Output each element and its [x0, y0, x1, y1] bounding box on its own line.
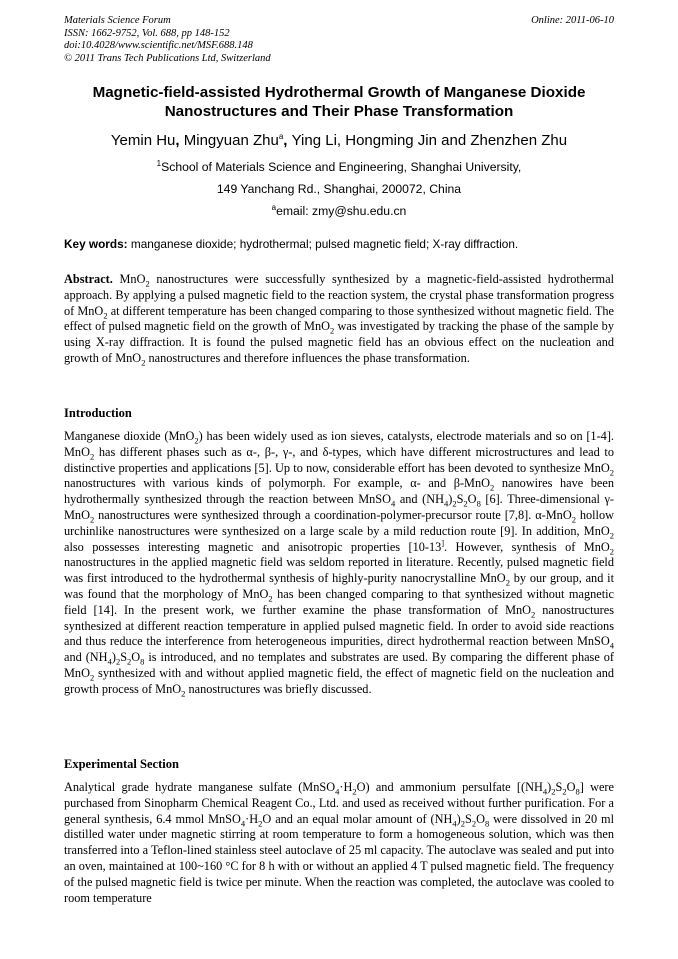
introduction-heading: Introduction [64, 406, 132, 420]
author-1: Yemin Hu [110, 132, 176, 149]
abstract: Abstract. MnO$_2$ nanostructures were successfully synthesized by a magnetic-field-assisted hydrothermal approach. By applying a pulsed magnetic field to the reaction system, the crystal phase transformation progress of MnO$_2$ at different temperature has been changed comparing to those synthesized without magnetic field. The effect of pulsed magnetic field on the growth of MnO$_2$ was investigated by tracking the phase of the sample by using X-ray diffraction. It is found the pulsed magnetic field has an obvious effect on the nucleation and growth of MnO$_2$ nanostructures and therefore influences the phase transformation. [64, 272, 615, 368]
author-2-sup: a [278, 132, 284, 141]
online-date: Online: 2011-06-10 [531, 15, 614, 26]
experimental-heading: Experimental Section [64, 757, 179, 771]
affiliation-line-1: $^1$School of Materials Science and Engineering, Shanghai University, [156, 158, 522, 174]
experimental-text: Analytical grade hydrate manganese sulfate $(MnSO_4\cdot H_2O)$ and ammonium persulfate $[(NH_4)_2S_2O_8]$ were purchased from Sinopharm Chemical Reagent Co., Ltd. and used as received without further purification. For a general synthesis, 6.4 mmol $MnSO_4\cdot H_2O$ and an equal molar amount of $(NH_4)_2S_2O_8$ were dissolved in 20 ml distilled water under magnetic stirring at room temperature to form a homogeneous solution, which was then transferred into a Teflon-lined stainless steel autoclave of 25 ml capacity. The autoclave was sealed and put into an oven, maintained at 100~160 °C for 8 h with or without an applied 4 T pulsed magnetic field. The frequency of the pulsed magnetic field is twice per minute. When the reaction was completed, the autoclave was cooled to room temperature [64, 780, 615, 905]
keywords [64, 237, 614, 251]
author-rest: Ying Li, Hongming Jin and Zhenzhen Zhu [291, 132, 568, 149]
author-list: Yemin Hu, Mingyuan Zhu$^a$, Ying Li, Hongming Jin and Zhenzhen Zhu [110, 132, 568, 149]
journal-meta [64, 15, 271, 65]
email-line [64, 204, 614, 218]
affiliation-line-2: 149 Yanchang Rd., Shanghai, 200072, China [216, 182, 462, 196]
author-2: Mingyuan Zhu [183, 132, 279, 149]
email-sup: a [271, 202, 277, 212]
email: email: zmy@shu.edu.cn [276, 204, 407, 218]
doi: doi:10.4028/www.scientific.net/MSF.688.148 [64, 40, 253, 51]
issn: ISSN: 1662-9752, Vol. 688, pp 148-152 [64, 27, 230, 39]
abstract-label: Abstract. [64, 272, 113, 286]
journal-name: Materials Science Forum [64, 15, 171, 26]
title-line-2: Nanostructures and Their Phase Transformation [164, 103, 514, 120]
affiliation-sup: 1 [156, 158, 162, 168]
keywords-text: manganese dioxide; hydrothermal; pulsed magnetic field; X-ray diffraction. [127, 237, 519, 251]
paper-title [64, 83, 614, 121]
title-line-1: Magnetic-field-assisted Hydrothermal Growth of Manganese Dioxide [92, 84, 586, 101]
copyright: © 2011 Trans Tech Publications Ltd, Switzerland [64, 52, 271, 64]
introduction-text: Manganese dioxide (MnO$_2$) has been widely used as ion sieves, catalysts, electrode materials and so on [1-4]. MnO$_2$ has different phases such as α-, β-, γ-, and δ-types, which have different microstructures and lead to distinctive properties and applications [5]. Up to now, considerable effort has been devoted to synthesize MnO$_2$ nanostructures with various kinds of polymorph. For example, α- and β-MnO$_2$ nanowires have been hydrothermally synthesized through the reaction between MnSO$_4$ and $(NH_4)_2S_2O_8$ [6]. Three-dimensional γ-MnO$_2$ nanostructures were synthesized through a coordination-polymer-precursor route [7,8]. α-MnO$_2$ hollow urchinlike nanostructures were synthesized on a large scale by a mild reduction route [9]. In addition, MnO$_2$ also possesses interesting magnetic and anisotropic properties [10-13]. However, synthesis of MnO$_2$ nanostructures in the applied magnetic field was seldom reported in literature. Recently, pulsed magnetic field was first introduced to the hydrothermal synthesis of highly-purity nanocrystalline MnO$_2$ by our group, and it was found that the morphology of MnO$_2$ has been changed comparing to that synthesized without magnetic field [14]. In the present work, we further examine the phase transformation of MnO$_2$ nanostructures synthesized at different reaction temperature in applied pulsed magnetic field. In order to avoid side reactions and thus reduce the interference from heterogeneous impurities, direct hydrothermal reaction between MnSO$_4$ and $(NH_4)_2S_2O_8$ is introduced, and no templates and substrates are used. By comparing the different phase of MnO$_2$ synthesized with and without applied magnetic field, the effect of magnetic field on the nucleation and growth process of MnO$_2$ nanostructures was briefly discussed. [64, 429, 615, 699]
keywords-label: Key words: [64, 237, 128, 251]
